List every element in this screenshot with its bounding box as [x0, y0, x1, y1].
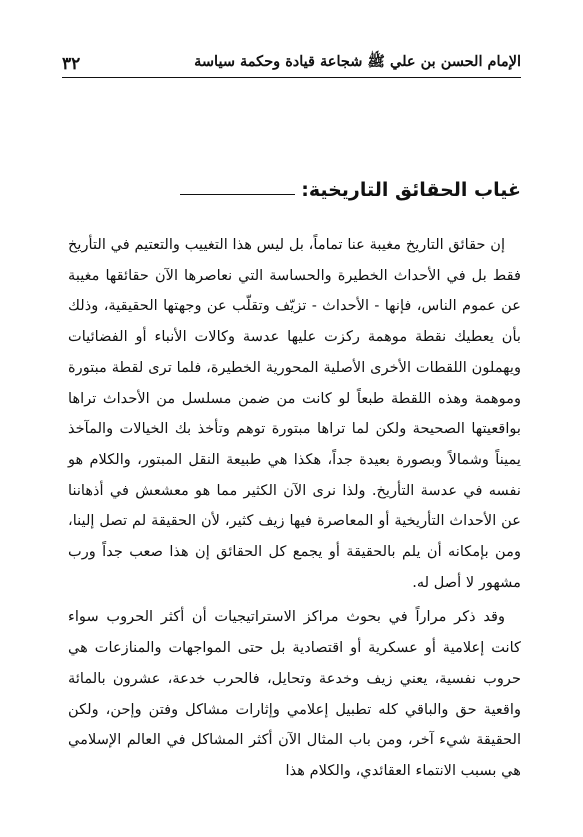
section-heading [180, 176, 521, 204]
paragraph-text: إن حقائق التاريخ مغيبة عنا تماماً، بل ليس هذا التغييب والتعتيم في التأريخ فقط بل في الأحداث الخطيرة والحساسة التي نعاصرها الآن حقائقها مغيبة عن عموم الناس، فإنها - الأحداث - تزيّف وتقلّب عن وجهتها الحقيقية، وذلك بأن يعطيك نقطة موهمة ركزت عليها عدسة وكالات الأنباء أو الفضائيات ويهملون اللقطات الأخرى الأصلية المحورية الخطيرة، فلما ترى لقطة مبتورة وموهمة وهذه اللقطة طبعاً لو كانت من ضمن مسلسل من الأحداث تراها بواقعيتها الصحيحة ولكن لما تراها مبتورة توهم وتأخذ بك الخيالات والمآخذ يميناً وشمالاً وبصورة بعيدة جداً، هكذا هي طبيعة النقل المبتور، والكلام هو نفسه في عدسة التأريخ. ولذا نرى الآن الكثير مما هو معشعش في أذهاننا عن الأحداث التأريخية أو المعاصرة فيها زيف كثير، لأن الحقيقة لم تصل إلينا، ومن بإمكانه أن يلم بالحقيقة أو يجمع كل الحقائق إن هذا صعب جداً ورب مشهور لا أصل له. [68, 236, 521, 591]
section-title: غياب الحقائق التاريخية: [301, 179, 521, 201]
section-title-rule [180, 194, 295, 195]
running-header [62, 44, 521, 74]
running-title: الإمام الحسن بن علي ﷺ شجاعة قيادة وحكمة سياسة [194, 53, 521, 70]
paragraph [68, 602, 521, 786]
body-text [68, 230, 521, 787]
page-number: ٣٢ [62, 54, 81, 74]
header-rule [62, 77, 521, 78]
paragraph-text: وقد ذكر مراراً في بحوث مراكز الاستراتيجيات أن أكثر الحروب سواء كانت إعلامية أو عسكرية أو اقتصادية بل حتى المواجهات والمنازعات هي حروب نفسية، يعني زيف وخدعة وتحايل، فالحرب خدعة، عشرون بالمائة واقعية حق والباقي كله تطبيل إعلامي وإثارات مشاكل وفتن وإحن، ولكن الحقيقة شيء آخر، ومن باب المثال الآن أكثر المشاكل في العالم الإسلامي هي بسبب الانتماء العقائدي، والكلام هذا [68, 608, 521, 779]
paragraph [68, 230, 521, 598]
